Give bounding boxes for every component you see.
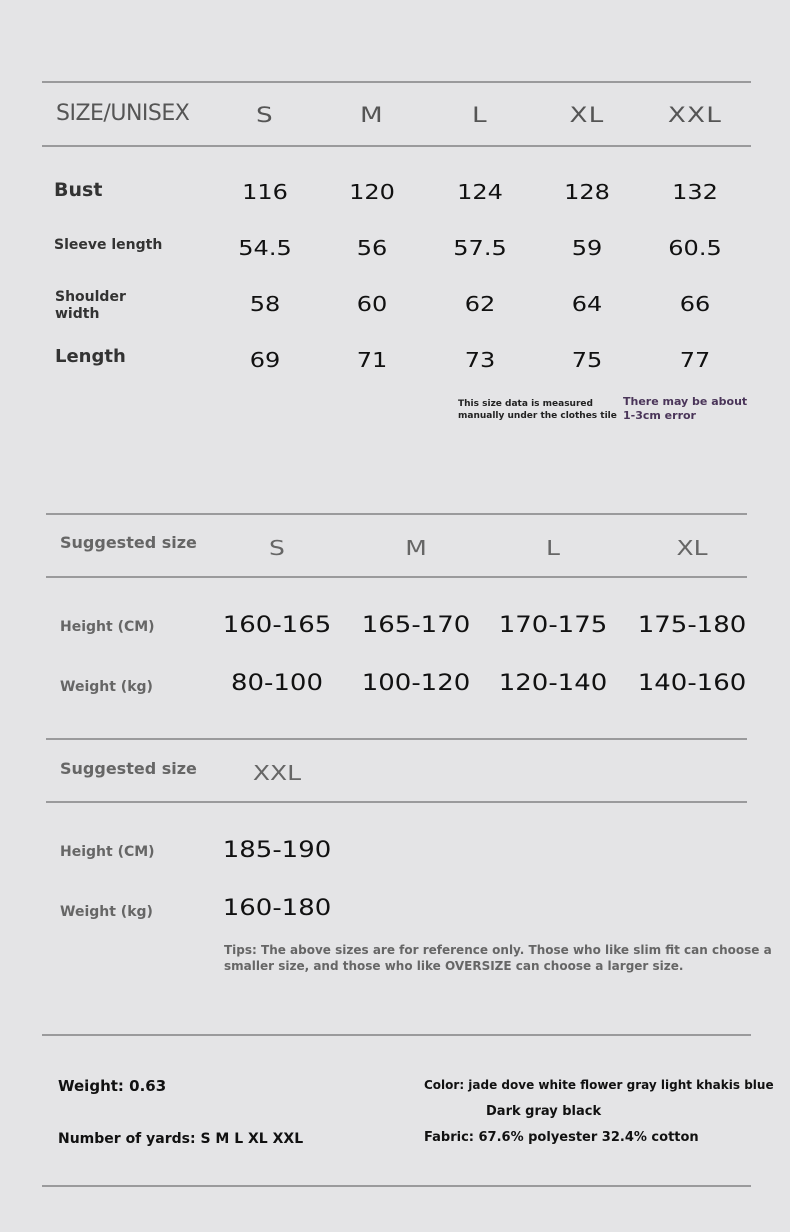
suggested-size-xl: XL — [676, 536, 708, 560]
size-header-m: M — [360, 103, 384, 127]
table-cell: 73 — [464, 348, 496, 372]
note-line: There may be about — [623, 395, 748, 408]
table-cell: 128 — [564, 180, 610, 204]
table-cell: 59 — [571, 236, 603, 260]
weight-value: 120-140 — [498, 671, 608, 696]
table-cell: 124 — [457, 180, 503, 204]
table-cell: 77 — [679, 348, 711, 372]
yards-info: Number of yards: S M L XL XXL — [58, 1131, 304, 1147]
size-header-l: L — [472, 103, 488, 127]
height-value: 185-190 — [222, 838, 332, 863]
weight-value: 140-160 — [637, 671, 747, 696]
table-cell: 57.5 — [453, 236, 507, 260]
table-cell: 69 — [249, 348, 281, 372]
divider — [42, 145, 751, 147]
row-label-shoulder-width — [55, 289, 126, 323]
size-header-xl: XL — [569, 103, 605, 127]
fabric-info: Fabric: 67.6% polyester 32.4% cotton — [424, 1130, 699, 1145]
table-cell: 62 — [464, 292, 496, 316]
table-cell: 54.5 — [238, 236, 292, 260]
note-line: 1-3cm error — [623, 409, 696, 422]
tips-note — [224, 942, 772, 974]
table-cell: 60.5 — [668, 236, 722, 260]
divider — [46, 513, 747, 515]
weight-value: 100-120 — [361, 671, 471, 696]
height-value: 160-165 — [222, 613, 332, 638]
table-cell: 60 — [356, 292, 388, 316]
row-label-line: width — [55, 306, 100, 322]
color-info-continued: Dark gray black — [486, 1104, 602, 1119]
measurement-note — [458, 398, 617, 422]
size-header-s: S — [256, 103, 274, 127]
height-value: 165-170 — [361, 613, 471, 638]
suggested-size-m: M — [405, 536, 427, 560]
divider — [46, 576, 747, 578]
tips-line: smaller size, and those who like OVERSIZE can choose a larger size. — [224, 959, 684, 973]
height-label: Height (CM) — [60, 844, 155, 860]
table-cell: 120 — [349, 180, 395, 204]
row-label-sleeve-length: Sleeve length — [54, 237, 163, 253]
table-cell: 75 — [571, 348, 603, 372]
table-cell: 132 — [672, 180, 718, 204]
weight-value: 160-180 — [222, 896, 332, 921]
height-value: 175-180 — [637, 613, 747, 638]
table-cell: 58 — [249, 292, 281, 316]
divider — [42, 1185, 751, 1187]
divider — [46, 801, 747, 803]
suggested-size-s: S — [269, 536, 285, 560]
divider — [42, 1034, 751, 1036]
weight-value: 80-100 — [231, 671, 323, 696]
table-cell: 56 — [356, 236, 388, 260]
height-value: 170-175 — [498, 613, 608, 638]
suggested-size-xxl: XXL — [252, 761, 302, 785]
weight-label: Weight (kg) — [60, 904, 153, 920]
table-cell: 66 — [679, 292, 711, 316]
error-note — [623, 395, 747, 423]
tips-line: Tips: The above sizes are for reference only. Those who like slim fit can choose a — [224, 943, 772, 957]
suggested-size-label: Suggested size — [60, 533, 197, 552]
row-label-bust: Bust — [54, 179, 103, 201]
table-cell: 71 — [356, 348, 388, 372]
table-cell: 64 — [571, 292, 603, 316]
row-label-length: Length — [55, 346, 126, 367]
weight-info: Weight: 0.63 — [58, 1077, 167, 1095]
divider — [46, 738, 747, 740]
note-line: manually under the clothes tile — [458, 411, 617, 421]
size-header-xxl: XXL — [667, 103, 723, 127]
divider — [42, 81, 751, 83]
note-line: This size data is measured — [458, 399, 593, 409]
table-cell: 116 — [242, 180, 288, 204]
suggested-size-l: L — [546, 536, 560, 560]
height-label: Height (CM) — [60, 619, 155, 635]
size-table-header-label: SIZE/UNISEX — [56, 101, 190, 126]
suggested-size-label: Suggested size — [60, 759, 197, 778]
weight-label: Weight (kg) — [60, 679, 153, 695]
color-info: Color: jade dove white flower gray light khakis blue — [424, 1078, 774, 1092]
row-label-line: Shoulder — [55, 289, 126, 305]
